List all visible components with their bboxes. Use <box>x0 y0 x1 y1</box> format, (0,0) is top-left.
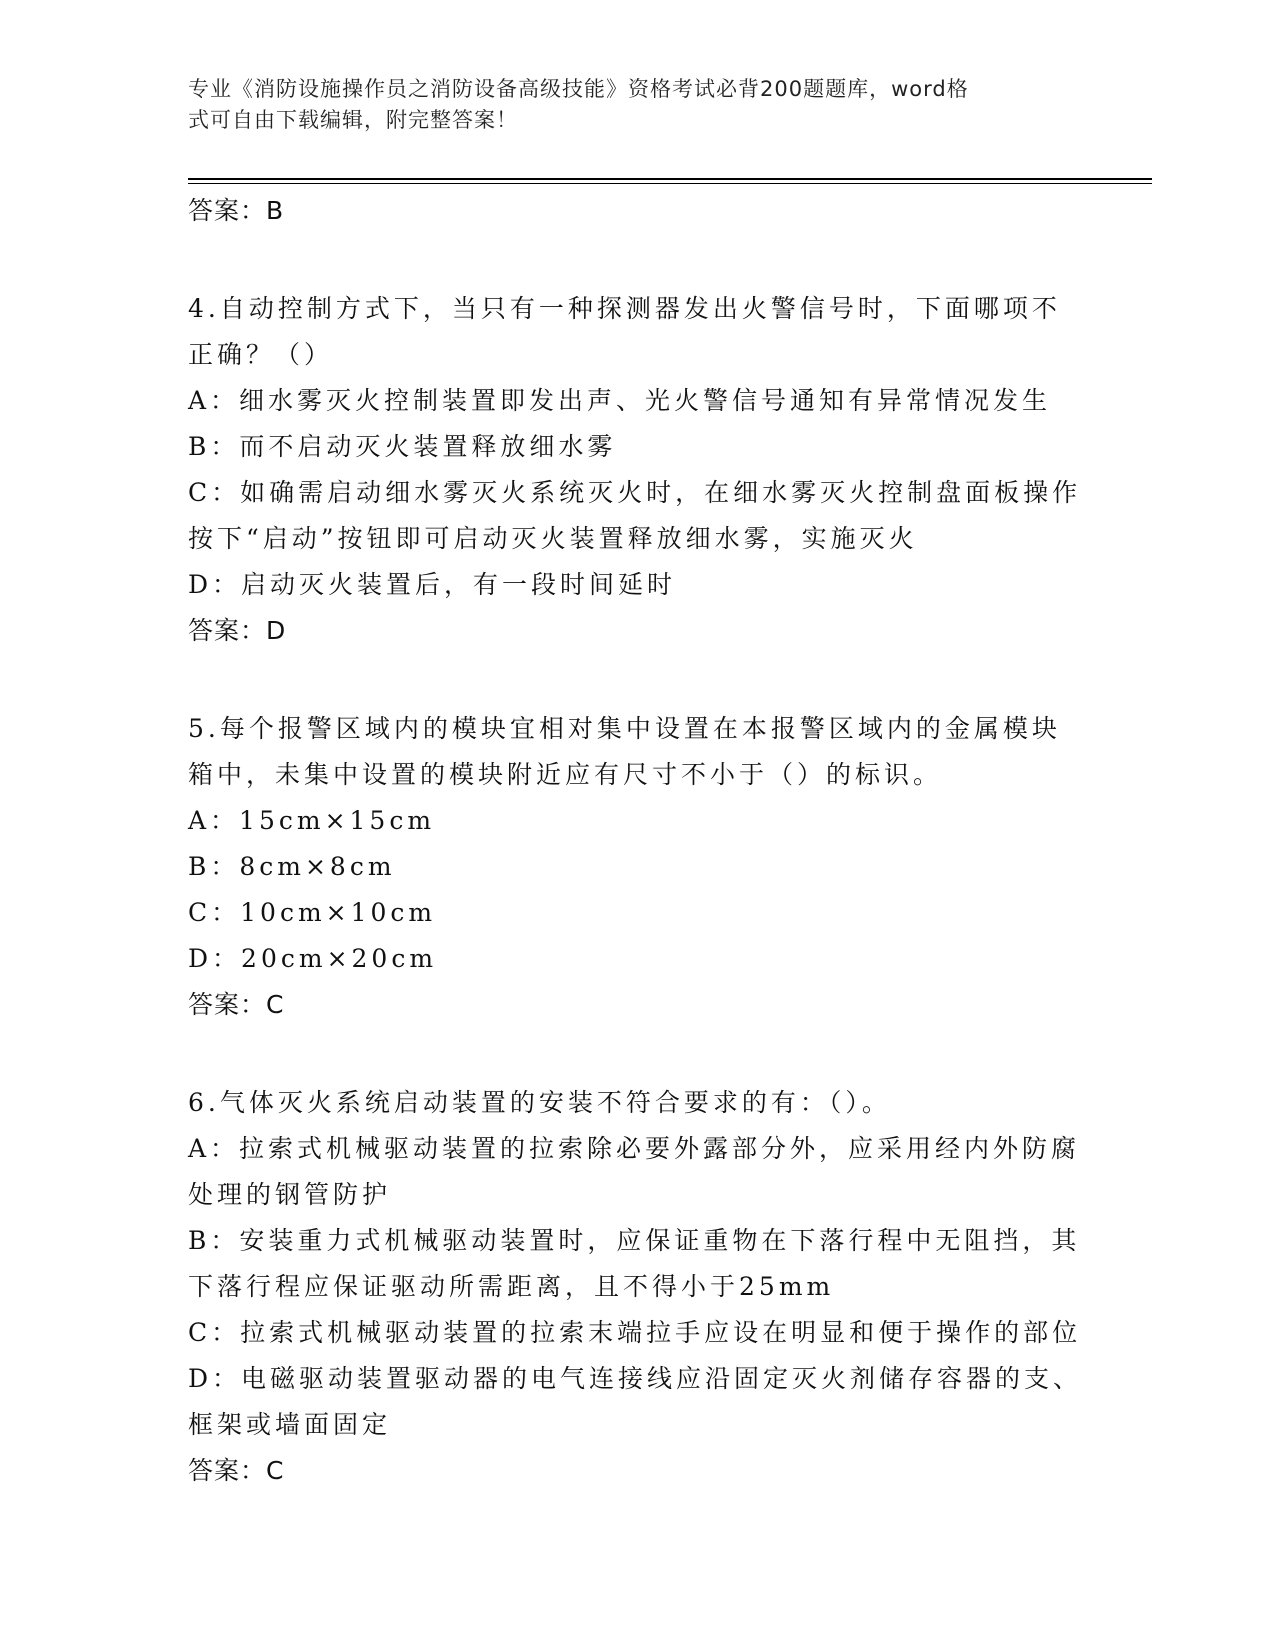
option-b: B：而不启动灭火装置释放细水雾 <box>188 432 617 461</box>
option-a: A：细水雾灭火控制装置即发出声、光火警信号通知有异常情况发生 <box>188 386 1052 415</box>
question-text-line: 6.气体灭火系统启动装置的安装不符合要求的有：（）。 <box>188 1088 891 1117</box>
question-text-line: 箱中，未集中设置的模块附近应有尺寸不小于（）的标识。 <box>188 760 943 789</box>
previous-answer: 答案：B <box>188 196 285 225</box>
option-b: B：安装重力式机械驱动装置时，应保证重物在下落行程中无阻挡，其 <box>188 1226 1081 1255</box>
header-line-1: 专业《消防设施操作员之消防设备高级技能》资格考试必背200题题库，word格 <box>188 77 969 101</box>
option-c: C：拉索式机械驱动装置的拉索末端拉手应设在明显和便于操作的部位 <box>188 1318 1082 1347</box>
answer: 答案：D <box>188 616 287 645</box>
header-line-2: 式可自由下载编辑，附完整答案！ <box>188 108 518 132</box>
answer: 答案：C <box>188 1456 285 1485</box>
option-c: C：10cm×10cm <box>188 898 437 927</box>
header-rule-thick <box>188 178 1152 180</box>
option-c: C：如确需启动细水雾灭火系统灭火时，在细水雾灭火控制盘面板操作 <box>188 478 1082 507</box>
header-rule-thin <box>188 183 1152 184</box>
option-d: D：电磁驱动装置驱动器的电气连接线应沿固定灭火剂储存容器的支、 <box>188 1364 1083 1393</box>
option-a-continued: 处理的钢管防护 <box>188 1180 392 1209</box>
answer: 答案：C <box>188 990 285 1019</box>
option-b: B：8cm×8cm <box>188 852 396 881</box>
question-6 <box>188 1080 1088 1494</box>
option-d: D：启动灭火装置后，有一段时间延时 <box>188 570 677 599</box>
question-text-line: 5.每个报警区域内的模块宜相对集中设置在本报警区域内的金属模块 <box>188 714 1061 743</box>
question-text-line: 正确？（） <box>188 340 334 369</box>
option-b-continued: 下落行程应保证驱动所需距离，且不得小于25mm <box>188 1272 835 1301</box>
option-a: A：15cm×15cm <box>188 806 436 835</box>
question-text-line: 4.自动控制方式下，当只有一种探测器发出火警信号时，下面哪项不 <box>188 294 1061 323</box>
document-header <box>188 74 1068 136</box>
question-5 <box>188 706 1088 1028</box>
document-body <box>188 188 1088 1494</box>
option-a: A：拉索式机械驱动装置的拉索除必要外露部分外，应采用经内外防腐 <box>188 1134 1081 1163</box>
option-d: D：20cm×20cm <box>188 944 438 973</box>
option-d-continued: 框架或墙面固定 <box>188 1410 392 1439</box>
question-4 <box>188 286 1088 654</box>
option-c-continued: 按下“启动”按钮即可启动灭火装置释放细水雾，实施灭火 <box>188 524 918 553</box>
